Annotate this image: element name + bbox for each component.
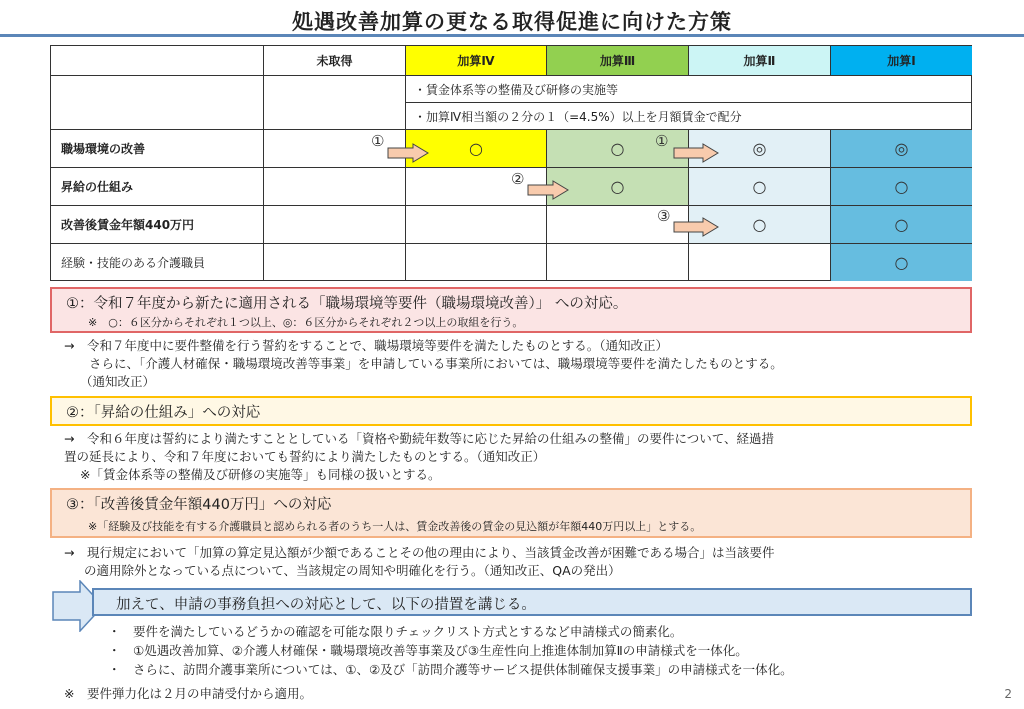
section-heading-annual-wage: ③：「改善後賃金年額440万円」への対応 <box>66 497 332 513</box>
band-left-empty <box>51 76 264 130</box>
right-arrow-icon <box>673 143 719 163</box>
page-number: 2 <box>1004 687 1012 701</box>
bullet-3: ・ さらに、訪問介護事業所については、①、②及び「訪問介護等サービス提供体制確保支援事業」の申請様式を一体化。 <box>108 662 793 677</box>
section-box-annual-wage <box>50 488 972 538</box>
para2-line3: ※「賃金体系等の整備及び研修の実施等」も同様の扱いとする。 <box>80 467 441 482</box>
row0-col0 <box>264 130 406 168</box>
row1-col0 <box>264 168 406 206</box>
row2-col1 <box>406 206 547 244</box>
row0-col3-mark: ◎ <box>689 130 831 168</box>
bullet-2: ・ ①処遇改善加算、②介護人材確保・職場環境改善等事業及び③生産性向上推進体制加算Ⅱの申請様式を一体化。 <box>108 643 748 658</box>
row3-col3 <box>689 244 831 281</box>
row2-col4-mark: ○ <box>831 206 972 244</box>
bullet-1: ・ 要件を満たしているどうかの確認を可能な限りチェックリスト方式とするなど申請様式の簡素化。 <box>108 624 683 639</box>
title-divider <box>0 34 1024 37</box>
section-box-admin-burden <box>92 588 972 616</box>
section-note-workplace: ※ ○：６区分からそれぞれ１つ以上、◎：６区分からそれぞれ２つ以上の取組を行う。 <box>88 316 524 329</box>
section-heading-pay-raise: ②：「昇給の仕組み」への対応 <box>66 405 261 421</box>
row-label-annual-wage: 改善後賃金年額440万円 <box>51 206 264 244</box>
para3-line2: の適用除外となっている点について、当該規定の周知や明確化を行う。（通知改正、QAの発出） <box>84 563 621 578</box>
row1-col2-mark: ○ <box>547 168 689 206</box>
footnote: ※ 要件弾力化は２月の申請受付から適用。 <box>64 686 312 701</box>
row-label-workplace: 職場環境の改善 <box>51 130 264 168</box>
para1-line2: さらに、「介護人材確保・職場環境改善等事業」を申請している事業所においては、職場環境等要件を満たしたものとする。 <box>64 356 783 371</box>
row3-col0 <box>264 244 406 281</box>
para3-line1: → 現行規定において「加算の算定見込額が少額であることその他の理由により、当該賃金改善が困難である場合」は当該要件 <box>64 545 775 560</box>
para1-line3: （通知改正） <box>80 374 156 389</box>
para1-line1: → 令和７年度中に要件整備を行う誓約をすることで、職場環境等要件を満たしたものとする。（通知改正） <box>64 338 668 353</box>
header-col-kasan-i: 加算Ⅰ <box>831 46 972 76</box>
section-heading-workplace: ①：令和７年度から新たに適用される「職場環境等要件（職場環境改善）」 への対応。 <box>66 296 628 312</box>
band-row-salary-system: ・賃金体系等の整備及び研修の実施等 <box>406 76 972 103</box>
right-arrow-icon <box>387 143 429 163</box>
row2-col0 <box>264 206 406 244</box>
right-arrow-icon <box>527 180 569 200</box>
header-empty-cell <box>51 46 264 76</box>
row2-col3-mark: ○ <box>689 206 831 244</box>
row1-col4-mark: ○ <box>831 168 972 206</box>
page-title: 処遇改善加算の更なる取得促進に向けた方策 <box>292 10 732 34</box>
row1-col1 <box>406 168 547 206</box>
row-label-experienced-staff: 経験・技能のある介護職員 <box>51 244 264 281</box>
row3-col1 <box>406 244 547 281</box>
arrow-number-2: ② <box>511 170 525 188</box>
arrow-number-1a: ① <box>371 132 385 150</box>
row3-col4-mark: ○ <box>831 244 972 281</box>
row1-col3-mark: ○ <box>689 168 831 206</box>
header-col-kasan-iv: 加算Ⅳ <box>406 46 547 76</box>
header-col-unacquired: 未取得 <box>264 46 406 76</box>
arrow-number-3: ③ <box>657 207 671 225</box>
band-row-monthly-wage: ・加算Ⅳ相当額の２分の１（=4.5%）以上を月額賃金で配分 <box>406 103 972 130</box>
section-box-workplace <box>50 287 972 333</box>
band-left-empty-2 <box>264 76 406 130</box>
main-table <box>50 45 972 281</box>
row0-col1-mark: ○ <box>406 130 547 168</box>
row0-col2-mark: ○ <box>547 130 689 168</box>
section-box-pay-raise <box>50 396 972 426</box>
para2-line1: → 令和６年度は誓約により満たすこととしている「資格や勤続年数等に応じた昇給の仕組みの整備」の要件について、経過措 <box>64 431 774 446</box>
header-col-kasan-ii: 加算Ⅱ <box>689 46 831 76</box>
row3-col2 <box>547 244 689 281</box>
row-label-pay-raise: 昇給の仕組み <box>51 168 264 206</box>
section-heading-admin-burden: 加えて、申請の事務負担への対応として、以下の措置を講じる。 <box>116 597 536 613</box>
right-arrow-icon <box>673 217 719 237</box>
arrow-number-1b: ① <box>655 132 669 150</box>
row0-col4-mark: ◎ <box>831 130 972 168</box>
section-note-annual-wage: ※「経験及び技能を有する介護職員と認められる者のうち一人は、賃金改善後の賃金の見込額が年額440万円以上」とする。 <box>88 520 702 533</box>
para2-line2: 置の延長により、令和７年度においても誓約により満たしたものとする。（通知改正） <box>64 449 546 464</box>
header-col-kasan-iii: 加算Ⅲ <box>547 46 689 76</box>
